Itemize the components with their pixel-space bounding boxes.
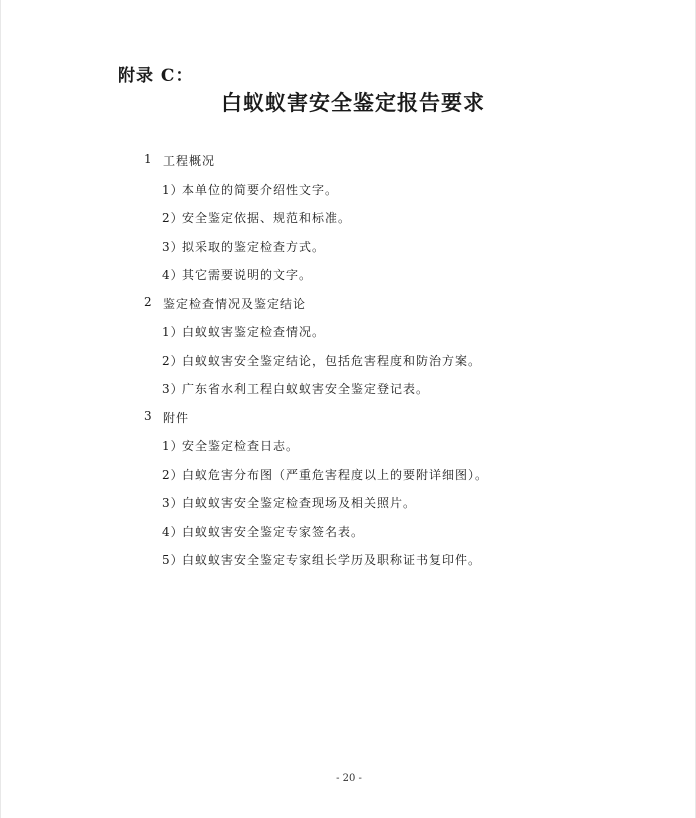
list-item <box>1 461 696 490</box>
item-text: 安全鉴定检查日志。 <box>182 439 300 453</box>
item-text: 本单位的简要介绍性文字。 <box>182 182 339 197</box>
list-item <box>1 546 696 575</box>
item-number: 3） <box>162 496 184 510</box>
item-text: 安全鉴定依据、规范和标准。 <box>182 211 352 225</box>
list-item <box>1 375 696 404</box>
section-number: 3 <box>144 408 153 423</box>
item-number: 1） <box>162 182 184 197</box>
section-number: 2 <box>144 294 153 309</box>
item-number: 4） <box>162 268 184 282</box>
item-number: 1） <box>162 325 184 339</box>
page-number: - 20 - <box>336 773 362 784</box>
section-title: 附件 <box>163 410 190 425</box>
item-number: 2） <box>162 467 184 482</box>
list-item <box>1 489 696 518</box>
section-number: 1 <box>144 152 153 166</box>
item-text: 白蚁蚁害鉴定检查情况。 <box>182 325 326 339</box>
item-number: 3） <box>162 382 184 396</box>
section-heading <box>1 147 696 176</box>
item-number: 3） <box>162 239 184 254</box>
item-number: 1） <box>162 439 184 453</box>
item-text: 白蚁蚁害安全鉴定结论，包括危害程度和防治方案。 <box>182 353 482 368</box>
item-text: 拟采取的鉴定检查方式。 <box>182 239 326 254</box>
item-text: 白蚁危害分布图（严重危害程度以上的要附详细图）。 <box>182 467 489 482</box>
item-text: 白蚁蚁害安全鉴定检查现场及相关照片。 <box>182 496 417 510</box>
item-text: 广东省水利工程白蚁蚁害安全鉴定登记表。 <box>182 382 430 396</box>
appendix-label: 附录 C： <box>118 66 194 86</box>
section-title: 工程概况 <box>163 154 216 168</box>
list-item <box>1 518 696 547</box>
item-text: 白蚁蚁害安全鉴定专家组长学历及职称证书复印件。 <box>182 553 482 567</box>
item-text: 其它需要说明的文字。 <box>182 268 313 282</box>
item-text: 白蚁蚁害安全鉴定专家签名表。 <box>182 524 365 539</box>
requirements-outline <box>1 147 696 575</box>
list-item <box>1 432 696 461</box>
list-item <box>1 233 696 262</box>
section-title: 鉴定检查情况及鉴定结论 <box>163 296 307 311</box>
item-number: 4） <box>162 524 184 539</box>
item-number: 5） <box>162 553 184 567</box>
page-title: 白蚁蚁害安全鉴定报告要求 <box>221 90 485 115</box>
list-item <box>1 261 696 290</box>
list-item <box>1 176 696 205</box>
list-item <box>1 347 696 376</box>
section-heading <box>1 290 696 319</box>
item-number: 2） <box>162 353 184 368</box>
list-item <box>1 318 696 347</box>
item-number: 2） <box>162 211 184 225</box>
section-heading <box>1 404 696 433</box>
list-item <box>1 204 696 233</box>
